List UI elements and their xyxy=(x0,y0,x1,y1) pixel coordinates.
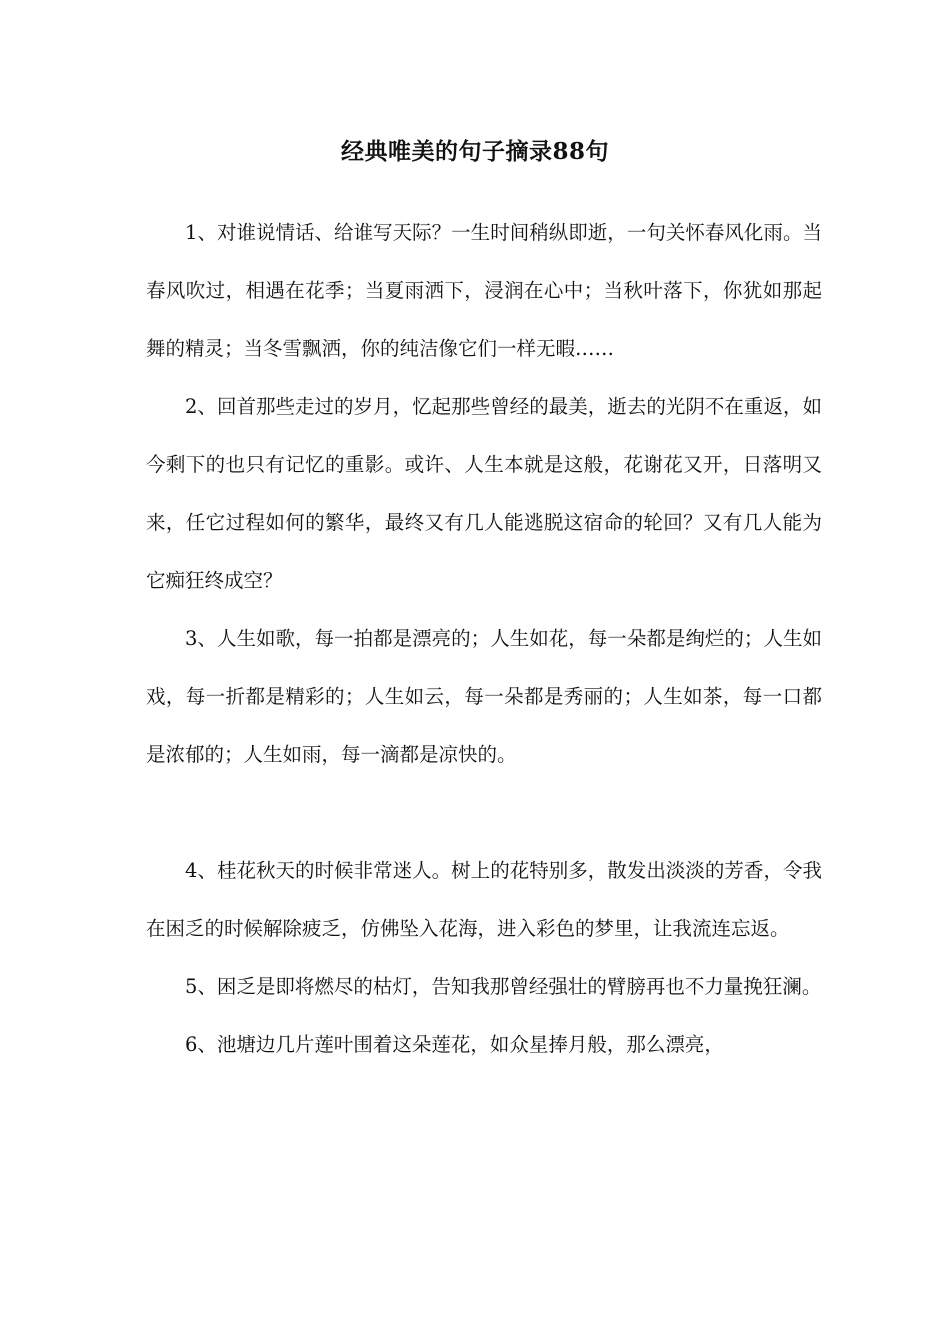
paragraph-4: 4、桂花秋天的时候非常迷人。树上的花特别多，散发出淡淡的芳香，令我在困乏的时候解除疲乏，仿佛坠入花海，进入彩色的梦里，让我流连忘返。 xyxy=(146,859,822,940)
paragraph-spacer xyxy=(146,784,822,842)
paragraph-5: 5、困乏是即将燃尽的枯灯，告知我那曾经强壮的臂膀再也不力量挽狂澜。 xyxy=(185,975,822,998)
document-title: 经典唯美的句子摘录88句 xyxy=(340,138,609,165)
document-body xyxy=(146,204,822,1074)
paragraph-6: 6、池塘边几片莲叶围着这朵莲花，如众星捧月般，那么漂亮， xyxy=(185,1033,724,1056)
paragraph-1: 1、对谁说情话、给谁写天际？一生时间稍纵即逝，一句关怀春风化雨。当春风吹过，相遇在花季；当夏雨洒下，浸润在心中；当秋叶落下，你犹如那起舞的精灵；当冬雪飘洒，你的纯洁像它们一样无暇…… xyxy=(146,221,822,360)
paragraph-3: 3、人生如歌，每一拍都是漂亮的；人生如花，每一朵都是绚烂的；人生如戏，每一折都是精彩的；人生如云，每一朵都是秀丽的；人生如茶，每一口都是浓郁的；人生如雨，每一滴都是凉快的。 xyxy=(146,627,822,766)
paragraph-2: 2、回首那些走过的岁月，忆起那些曾经的最美，逝去的光阴不在重返，如今剩下的也只有记忆的重影。或许、人生本就是这般，花谢花又开，日落明又来，任它过程如何的繁华，最终又有几人能逃脱这宿命的轮回？又有几人能为它痴狂终成空？ xyxy=(146,395,822,592)
